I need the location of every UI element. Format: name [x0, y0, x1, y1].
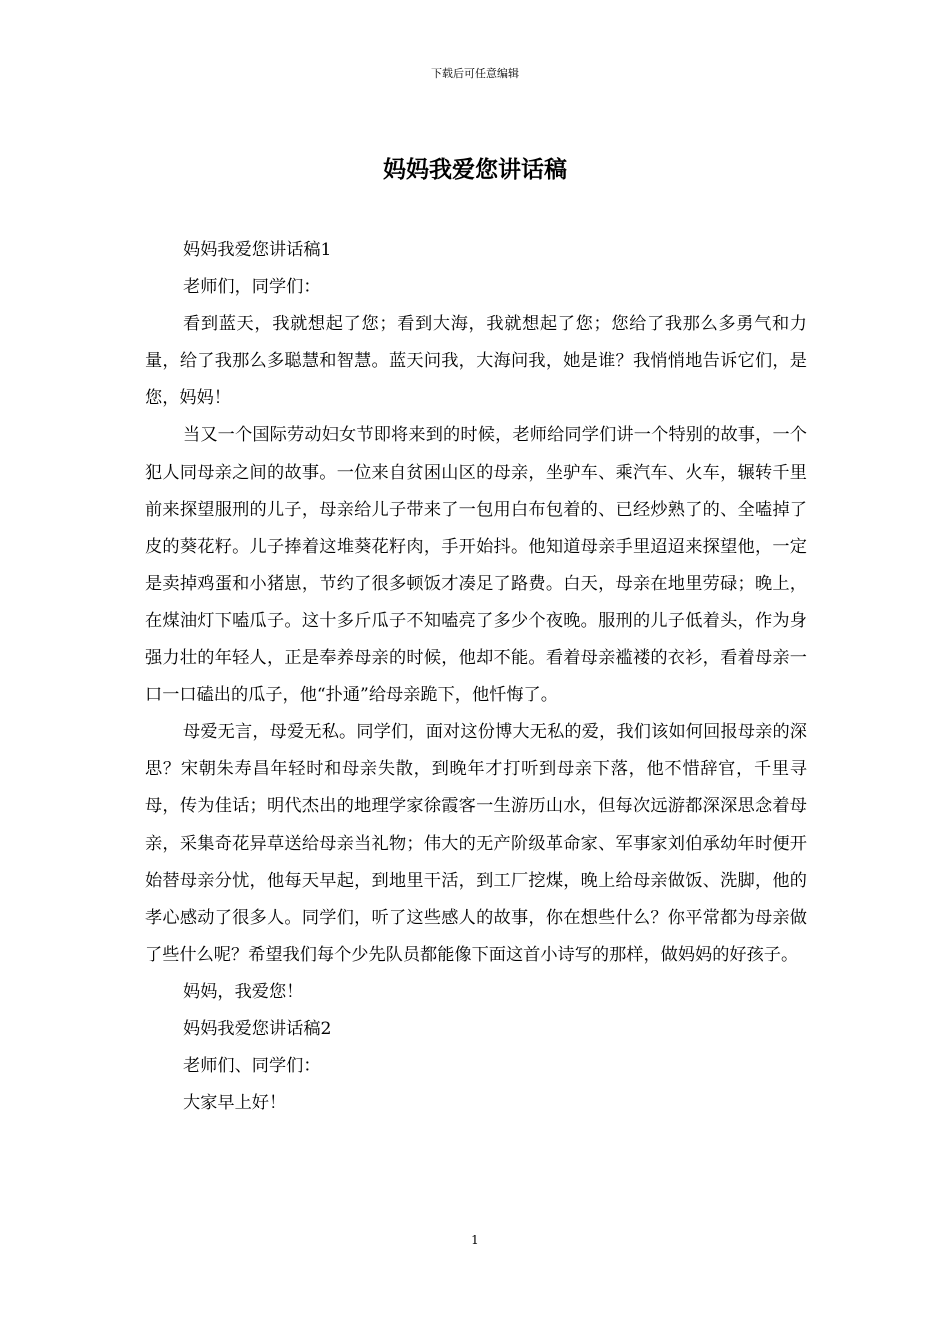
paragraph-speech-1-heading: 妈妈我爱您讲话稿1: [183, 240, 332, 260]
paragraph-speech-2-heading: 妈妈我爱您讲话稿2: [183, 1018, 332, 1039]
paragraph-greeting: 老师们、同学们：: [183, 1056, 321, 1077]
paragraph-greeting: 老师们，同学们：: [183, 277, 321, 298]
paragraph-greeting: 大家早上好！: [183, 1093, 287, 1114]
document-body: [145, 232, 807, 1122]
paragraph-body: 看到蓝天，我就想起了您；看到大海，我就想起了您；您给了我那么多勇气和力量，给了我那么多聪慧和智慧。蓝天问我，大海问我，她是谁？我悄悄地告诉它们，是您，妈妈！: [145, 314, 807, 409]
page-number: 1: [471, 1233, 479, 1247]
page-header: 下载后可任意编辑: [431, 67, 519, 80]
paragraph-body: 当又一个国际劳动妇女节即将来到的时候，老师给同学们讲一个特别的故事，一个犯人同母亲之间的故事。一位来自贫困山区的母亲，坐驴车、乘汽车、火车，辗转千里前来探望服刑的儿子，母亲给儿子带来了一包用白布包着的、已经炒熟了的、全嗑掉了皮的葵花籽。儿子捧着这堆葵花籽肉，手开始抖。他知道母亲手里迢迢来探望他，一定是卖掉鸡蛋和小猪崽，节约了很多顿饭才凑足了路费。白天，母亲在地里劳碌；晚上，在煤油灯下嗑瓜子。这十多斤瓜子不知嗑亮了多少个夜晚。服刑的儿子低着头，作为身强力壮的年轻人，正是奉养母亲的时候，他却不能。看着母亲褴褛的衣衫，看着母亲一口一口磕出的瓜子，他“扑通”给母亲跪下，他忏悔了。: [145, 425, 807, 706]
paragraph-body: 母爱无言，母爱无私。同学们，面对这份博大无私的爱，我们该如何回报母亲的深思？宋朝朱寿昌年轻时和母亲失散，到晚年才打听到母亲下落，他不惜辞官，千里寻母，传为佳话；明代杰出的地理学家徐霞客一生游历山水，但每次远游都深深思念着母亲，采集奇花异草送给母亲当礼物；伟大的无产阶级革命家、军事家刘伯承幼年时便开始替母亲分忧，他每天早起，到地里干活，到工厂挖煤，晚上给母亲做饭、洗脚，他的孝心感动了很多人。同学们，听了这些感人的故事，你在想些什么？你平常都为母亲做了些什么呢？希望我们每个少先队员都能像下面这首小诗写的那样，做妈妈的好孩子。: [145, 722, 807, 965]
paragraph-closing: 妈妈，我爱您！: [183, 981, 304, 1002]
document-title: 妈妈我爱您讲话稿: [383, 156, 567, 183]
